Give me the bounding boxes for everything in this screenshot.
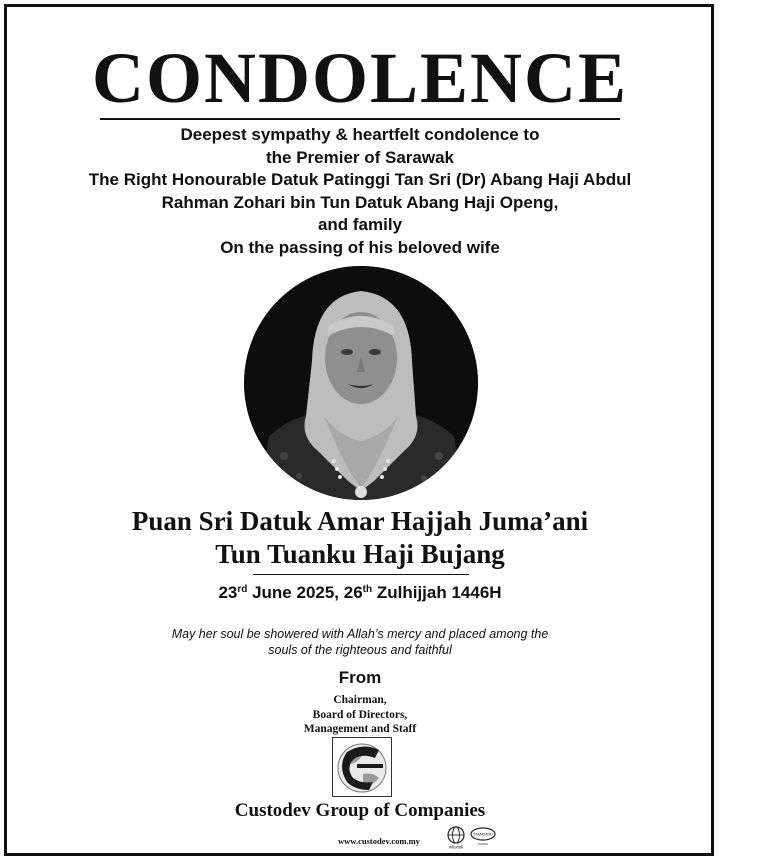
certification-globe-icon — [446, 826, 466, 850]
date-hijri-suffix: th — [362, 584, 373, 595]
page-title: CONDOLENCE — [91, 38, 629, 118]
message-line: On the passing of his beloved wife — [220, 237, 500, 257]
sender-line: Management and Staff — [303, 723, 417, 735]
globe-logo-icon — [333, 738, 391, 796]
cert-label: STANDARD — [473, 832, 493, 837]
sender-line: Board of Directors, — [312, 708, 408, 721]
prayer-line: souls of the righteous and faithful — [268, 643, 452, 657]
message-line: Rahman Zohari bin Tun Datuk Abang Haji Openg, — [161, 192, 559, 212]
portrait-illustration — [244, 266, 478, 500]
title-underline — [100, 118, 620, 120]
date-month-year: June 2025, 26 — [247, 583, 363, 602]
message-line: The Right Honourable Datuk Patinggi Tan Sri (Dr) Abang Haji Abdul — [88, 170, 632, 189]
company-name: Custodev Group of Companies — [234, 800, 486, 821]
cert-label: intertek — [448, 844, 464, 850]
prayer-line: May her soul be showered with Allah’s mercy and placed among the — [171, 627, 549, 641]
date-day-suffix: rd — [237, 584, 248, 595]
date-of-passing — [0, 583, 720, 603]
deceased-name-line: Tun Tuanku Haji Bujang — [215, 539, 505, 569]
sender-block — [0, 693, 720, 737]
message-line: Deepest sympathy & heartfelt condolence to — [180, 125, 540, 144]
company-logo — [332, 737, 392, 797]
certification-seal-icon — [470, 826, 496, 848]
date-hijri: Zulhijjah 1446H — [372, 583, 502, 602]
condolence-message — [0, 124, 720, 259]
prayer-text — [0, 626, 720, 658]
portrait-photo — [244, 266, 478, 500]
message-line: and family — [317, 215, 403, 234]
from-label: From — [338, 668, 382, 687]
website-link[interactable]: www.custodev.com.my — [338, 836, 420, 846]
message-line: the Premier of Sarawak — [265, 147, 455, 167]
name-underline — [253, 574, 469, 575]
sender-line: Chairman, — [333, 694, 387, 706]
deceased-name-line: Puan Sri Datuk Amar Hajjah Juma’ani — [131, 506, 589, 536]
date-day: 23 — [218, 583, 238, 602]
deceased-name — [0, 505, 720, 571]
